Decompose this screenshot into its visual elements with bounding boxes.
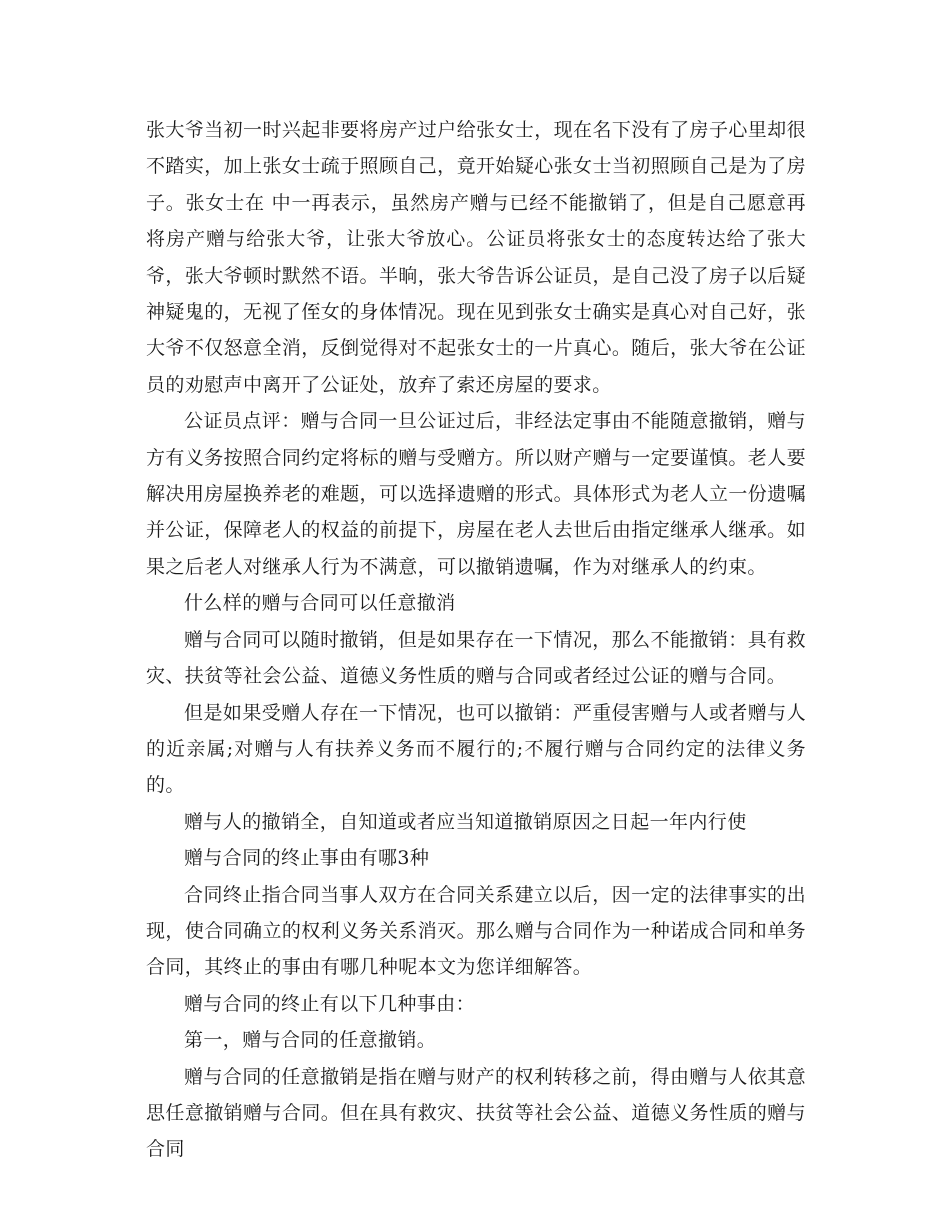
paragraph-story-ending: 张大爷当初一时兴起非要将房产过户给张女士，现在名下没有了房子心里却很不踏实，加上张女士疏于照顾自己，竟开始疑心张女士当初照顾自己是为了房子。张女士在 中一再表示，虽然房产赠与已经不能撤销了，但是自己愿意再将房产赠与给张大爷，让张大爷放心。公证员将张女士的态度转达给了张大爷，张大爷顿时默然不语。半晌，张大爷告诉公证员，是自己没了房子以后疑神疑鬼的，无视了侄女的身体情况。现在见到张女士确实是真心对自己好，张大爷不仅怒意全消，反倒觉得对不起张女士的一片真心。随后，张大爷在公证员的劝慰声中离开了公证处，放弃了索还房屋的要求。: [146, 119, 806, 396]
paragraph-revocation-deadline: 赠与人的撤销全，自知道或者应当知道撤销原因之日起一年内行使: [184, 810, 747, 833]
paragraph-arbitrary-revocation: 赠与合同的任意撤销是指在赠与财产的权利转移之前，得由赠与人依其意思任意撤销赠与合同。但在具有救灾、扶贫等社会公益、道德义务性质的赠与合同: [146, 1065, 806, 1161]
paragraph-notary-comment: 公证员点评：赠与合同一旦公证过后，非经法定事由不能随意撤销，赠与方有义务按照合同约定将标的赠与受赠方。所以财产赠与一定要谨慎。老人要解决用房屋换养老的难题，可以选择遗赠的形式。具体形式为老人立一份遗嘱并公证，保障老人的权益的前提下，房屋在老人去世后由指定继承人继承。如果之后老人对继承人行为不满意，可以撤销遗嘱，作为对继承人的约束。: [146, 410, 806, 578]
paragraph-revocation-exceptions: 赠与合同可以随时撤销，但是如果存在一下情况，那么不能撤销：具有救灾、扶贫等社会公益、道德义务性质的赠与合同或者经过公证的赠与合同。: [146, 628, 806, 688]
paragraph-termination-intro: 赠与合同的终止有以下几种事由：: [184, 992, 476, 1015]
paragraph-donee-conditions: 但是如果受赠人存在一下情况，也可以撤销：严重侵害赠与人或者赠与人的近亲属;对赠与人有扶养义务而不履行的;不履行赠与合同约定的法律义务的。: [146, 701, 806, 797]
paragraph-first-reason: 第一，赠与合同的任意撤销。: [184, 1029, 437, 1052]
heading-revocable-gift-contract: 什么样的赠与合同可以任意撤消: [184, 592, 456, 615]
heading-termination-reasons: 赠与合同的终止事由有哪3种: [184, 847, 430, 870]
document-body: [146, 112, 806, 1168]
paragraph-contract-termination: 合同终止指合同当事人双方在合同关系建立以后，因一定的法律事实的出现，使合同确立的权利义务关系消灭。那么赠与合同作为一种诺成合同和单务合同，其终止的事由有哪几种呢本文为您详细解答。: [146, 883, 806, 979]
